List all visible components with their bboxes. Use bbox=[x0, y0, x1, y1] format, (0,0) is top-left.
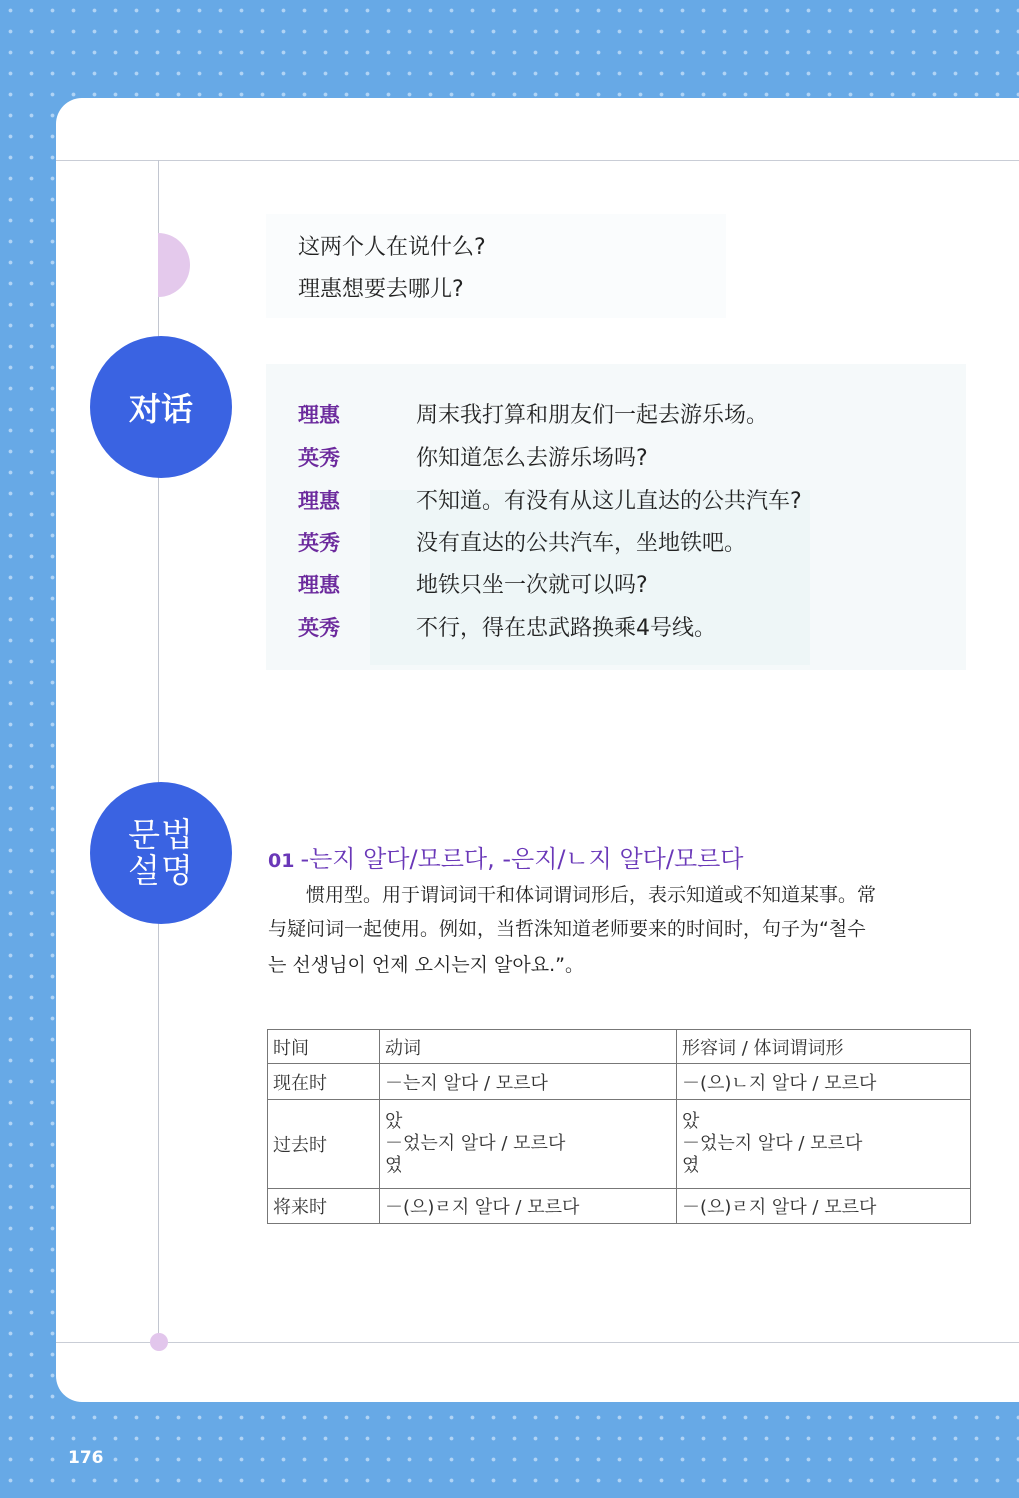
timeline-marker-bottom bbox=[150, 1333, 168, 1351]
table-cell-adj bbox=[677, 1100, 971, 1188]
table-row bbox=[268, 1188, 971, 1223]
dialog-line: 地铁只坐一次就可以吗? bbox=[416, 573, 648, 598]
dialog-speaker: 理惠 bbox=[298, 573, 340, 597]
dialog-line: 你知道怎么去游乐场吗? bbox=[416, 446, 648, 471]
form-line: 았 bbox=[385, 1111, 403, 1133]
dialog-speaker: 英秀 bbox=[298, 446, 340, 470]
dialog-line: 不行，得在忠武路换乘4号线。 bbox=[416, 616, 716, 641]
dialog-speaker: 理惠 bbox=[298, 489, 340, 513]
dialog-speaker: 英秀 bbox=[298, 531, 340, 555]
table-header-cell: 动词 bbox=[380, 1030, 677, 1064]
conjugation-table bbox=[267, 1029, 971, 1224]
dialog-line: 周末我打算和朋友们一起去游乐场。 bbox=[416, 403, 769, 428]
form-line: 였 bbox=[682, 1155, 700, 1177]
form-line: －었는지 알다 / 모르다 bbox=[682, 1133, 863, 1155]
question-2: 理惠想要去哪儿? bbox=[298, 277, 464, 302]
dialog-line: 没有直达的公共汽车，坐地铁吧。 bbox=[416, 531, 747, 556]
grammar-number: 01 bbox=[268, 850, 295, 872]
question-1: 这两个人在说什么? bbox=[298, 235, 486, 260]
dialog-badge: 对话 bbox=[90, 336, 232, 478]
table-cell-verb: －는지 알다 / 모르다 bbox=[380, 1064, 677, 1100]
bottom-rule bbox=[56, 1342, 1019, 1343]
table-cell-verb: －(으)ㄹ지 알다 / 모르다 bbox=[380, 1188, 677, 1223]
dialog-speaker: 理惠 bbox=[298, 403, 340, 427]
dialog-speaker: 英秀 bbox=[298, 616, 340, 640]
form-line: 았 bbox=[682, 1111, 700, 1133]
table-cell-adj: －(으)ㄴ지 알다 / 모르다 bbox=[677, 1064, 971, 1100]
table-cell-adj: －(으)ㄹ지 알다 / 모르다 bbox=[677, 1188, 971, 1223]
table-row bbox=[268, 1064, 971, 1100]
table-cell-verb bbox=[380, 1100, 677, 1188]
grammar-pattern: -는지 알다/모르다, -은지/ㄴ지 알다/모르다 bbox=[300, 845, 744, 873]
grammar-explanation-line: 는 선생님이 언제 오시는지 알아요.”。 bbox=[268, 954, 584, 976]
page-number: 176 bbox=[68, 1448, 104, 1468]
table-cell-time: 将来时 bbox=[268, 1188, 380, 1223]
table-header-row bbox=[268, 1030, 971, 1064]
grammar-badge bbox=[90, 782, 232, 924]
grammar-title bbox=[268, 839, 744, 874]
grammar-badge-line1: 문법 bbox=[128, 815, 194, 854]
form-line: 였 bbox=[385, 1155, 403, 1177]
form-line: －었는지 알다 / 모르다 bbox=[385, 1133, 566, 1155]
table-header-cell: 形容词 / 体词谓词形 bbox=[677, 1030, 971, 1064]
grammar-badge-line2: 설명 bbox=[128, 851, 194, 890]
grammar-explanation-line: 与疑问词一起使用。例如，当哲洙知道老师要来的时间时，句子为“철수 bbox=[268, 918, 866, 940]
table-cell-time: 过去时 bbox=[268, 1100, 380, 1188]
table-header-cell: 时间 bbox=[268, 1030, 380, 1064]
dialog-line: 不知道。有没有从这儿直达的公共汽车? bbox=[416, 489, 802, 514]
table-cell-time: 现在时 bbox=[268, 1064, 380, 1100]
top-rule bbox=[56, 160, 1019, 161]
table-row bbox=[268, 1100, 971, 1188]
grammar-explanation-line: 惯用型。用于谓词词干和体词谓词形后，表示知道或不知道某事。常 bbox=[306, 884, 877, 906]
